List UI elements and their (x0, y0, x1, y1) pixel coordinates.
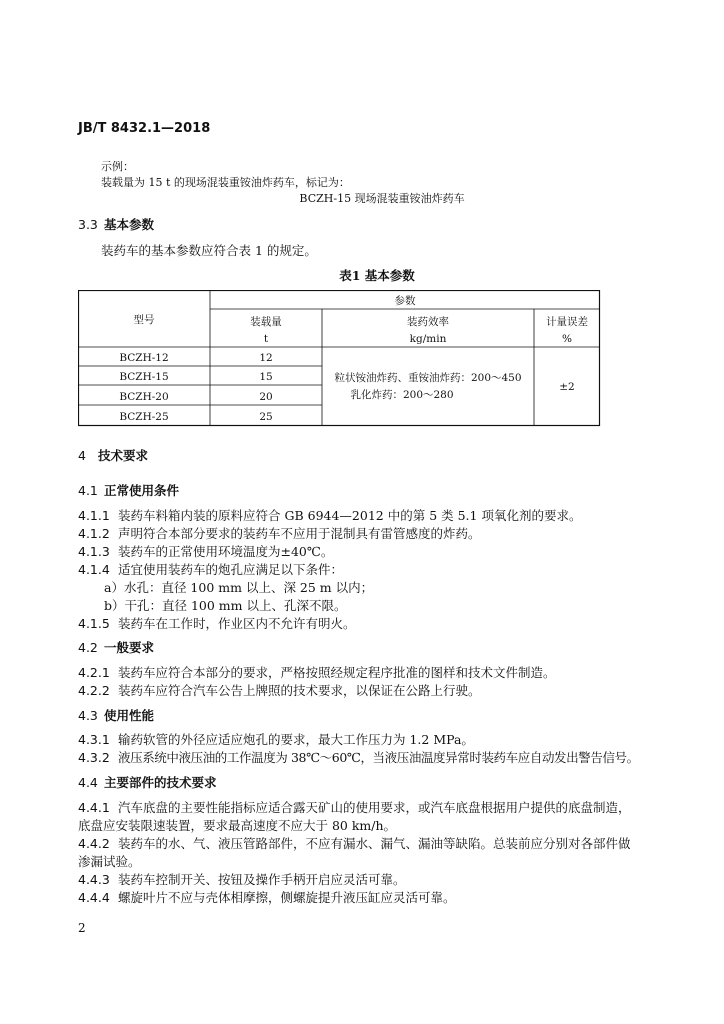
table-head-efficiency: 装药效率 (407, 316, 449, 328)
clause-text: 液压系统中液压油的工作温度为 38℃～60℃，当液压油温度异常时装药车应自动发出警告信号。 (118, 750, 639, 765)
section-title: 基本参数 (104, 217, 155, 232)
section-4-4-heading (78, 773, 217, 791)
table-head-model: 型号 (133, 314, 155, 326)
section-number: 3.3 (78, 217, 98, 232)
section-4-2-heading (78, 638, 154, 656)
section-3-3-heading (78, 215, 154, 233)
table-cell-model: BCZH-25 (119, 411, 169, 423)
section-4-3-heading (78, 706, 154, 724)
table-cell-error: ±2 (559, 381, 575, 393)
table-head-error: 计量误差 (546, 316, 588, 328)
table-cell-efficiency-line1: 粒状铵油炸药、重铵油炸药：200～450 (334, 372, 522, 384)
clause-4-1-4-b: b）干孔：直径 100 mm 以上、孔深不限。 (104, 598, 347, 613)
section-number: 4 (78, 448, 86, 463)
page-number: 2 (78, 921, 86, 935)
clause-text: 装药车在工作时，作业区内不允许有明火。 (118, 616, 356, 631)
table-head-params: 参数 (394, 295, 416, 307)
section-number: 4.3 (78, 708, 98, 723)
clause-4-4-1-continued: 底盘应安装限速装置，要求最高速度不应大于 80 km/h。 (78, 818, 397, 833)
clause-number: 4.2.2 (78, 683, 110, 698)
section-number: 4.2 (78, 640, 98, 655)
clause-text: 螺旋叶片不应与壳体相摩擦，侧螺旋提升液压缸应灵活可靠。 (118, 890, 456, 905)
section-title: 正常使用条件 (104, 483, 180, 498)
clause-4-4-2-continued: 渗漏试验。 (78, 854, 141, 869)
table-cell-load: 12 (259, 352, 273, 364)
basic-parameters-table (78, 290, 602, 428)
table-cell-load: 20 (259, 391, 273, 403)
table-cell-load: 15 (259, 371, 273, 383)
clause-4-1-5 (78, 614, 356, 632)
clause-4-4-3 (78, 870, 406, 888)
clause-text: 装药车控制开关、按钮及操作手柄开启应灵活可靠。 (118, 872, 406, 887)
clause-4-4-1 (78, 798, 631, 816)
table-cell-model: BCZH-12 (119, 352, 169, 364)
clause-number: 4.3.2 (78, 750, 110, 765)
clause-4-1-4-a: a）水孔：直径 100 mm 以上、深 25 m 以内； (104, 580, 374, 595)
clause-text: 声明符合本部分要求的装药车不应用于混制具有雷管感度的炸药。 (118, 526, 481, 541)
clause-number: 4.1.1 (78, 508, 110, 523)
table-head-error-unit: % (562, 333, 572, 345)
clause-number: 4.2.1 (78, 665, 110, 680)
table-cell-model: BCZH-20 (119, 391, 169, 403)
clause-number: 4.4.1 (78, 800, 110, 815)
clause-text: 汽车底盘的主要性能指标应适合露天矿山的使用要求，或汽车底盘根据用户提供的底盘制造， (118, 800, 631, 815)
clause-4-1-1 (78, 506, 581, 524)
section-title: 使用性能 (104, 708, 155, 723)
clause-text: 装药车的水、气、液压管路部件，不应有漏水、漏气、漏油等缺陷。总装前应分别对各部件做 (118, 836, 631, 851)
clause-4-2-1 (78, 663, 556, 681)
section-number: 4.1 (78, 483, 98, 498)
table-head-load: 装载量 (250, 316, 282, 328)
clause-number: 4.4.2 (78, 836, 110, 851)
clause-number: 4.1.5 (78, 616, 110, 631)
clause-number: 4.3.1 (78, 732, 110, 747)
table-cell-efficiency-line2: 乳化炸药：200～280 (350, 389, 454, 401)
clause-4-1-4 (78, 560, 343, 578)
clause-4-2-2 (78, 681, 481, 699)
clause-text: 装药车料箱内装的原料应符合 GB 6944—2012 中的第 5 类 5.1 项氧化剂的要求。 (118, 508, 582, 523)
clause-4-4-2 (78, 834, 631, 852)
section-number: 4.4 (78, 775, 98, 790)
clause-text: 输药软管的外径应适应炮孔的要求，最大工作压力为 1.2 MPa。 (118, 732, 474, 747)
table-head-load-unit: t (263, 333, 269, 345)
clause-4-1-3 (78, 542, 333, 560)
section-4-heading (78, 446, 148, 464)
table-head-efficiency-unit: kg/min (409, 333, 447, 345)
clause-number: 4.4.3 (78, 872, 110, 887)
clause-text: 装药车应符合汽车公告上牌照的技术要求，以保证在公路上行驶。 (118, 683, 481, 698)
section-3-3-intro: 装药车的基本参数应符合表 1 的规定。 (101, 243, 317, 258)
clause-4-1-2 (78, 524, 481, 542)
example-marking: BCZH-15 现场混装重铵油炸药车 (299, 192, 465, 205)
table-caption: 表1 基本参数 (339, 268, 415, 283)
section-title: 主要部件的技术要求 (104, 775, 217, 790)
clause-4-4-4 (78, 888, 456, 906)
table-cell-load: 25 (259, 411, 273, 423)
clause-text: 适宜使用装药车的炮孔应满足以下条件： (118, 562, 344, 577)
clause-4-3-2 (78, 748, 639, 766)
clause-number: 4.1.2 (78, 526, 110, 541)
section-title: 一般要求 (104, 640, 155, 655)
table-cell-model: BCZH-15 (119, 371, 169, 383)
clause-number: 4.1.3 (78, 544, 110, 559)
clause-text: 装药车应符合本部分的要求，严格按照经规定程序批准的图样和技术文件制造。 (118, 665, 556, 680)
clause-number: 4.1.4 (78, 562, 110, 577)
clause-text: 装药车的正常使用环境温度为±40℃。 (118, 544, 334, 559)
document-code-header: JB/T 8432.1—2018 (78, 121, 211, 136)
section-4-1-heading (78, 481, 179, 499)
example-label: 示例： (101, 160, 134, 173)
clause-number: 4.4.4 (78, 890, 110, 905)
clause-4-3-1 (78, 730, 474, 748)
section-title: 技术要求 (98, 448, 149, 463)
example-text: 装载量为 15 t 的现场混装重铵油炸药车，标记为： (101, 176, 350, 189)
